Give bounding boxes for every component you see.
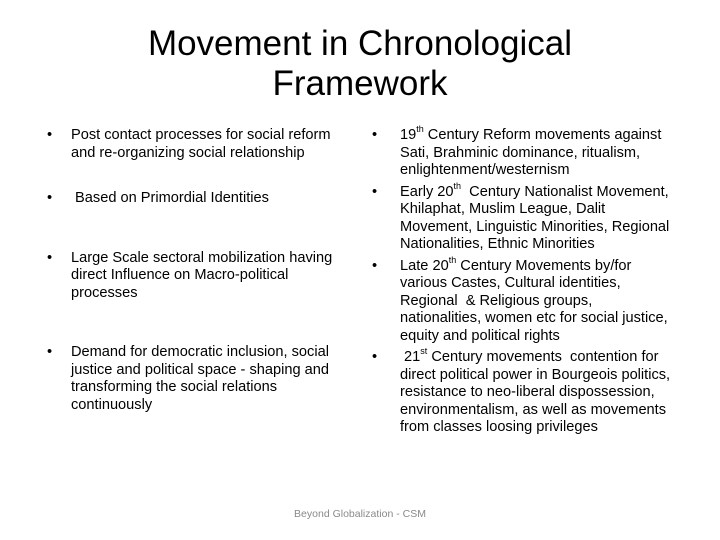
right-bullet-item	[372, 124, 677, 180]
ordinal-suffix: th	[453, 180, 462, 191]
left-bullet-list	[44, 127, 344, 414]
title-line-1: Movement in Chronological	[147, 24, 573, 63]
slide-footer: Beyond Globalization - CSM	[294, 508, 426, 520]
left-bullet-item: • Demand for democratic inclusion, social justice and political space - shaping and transforming the social relations continuously	[44, 344, 344, 414]
title-line-2: Framework	[272, 64, 448, 103]
bullet-text: Century Movements by/for various Castes, Cultural identities, Regional & Religious groups, nationalities, women etc for social justice, equity and political rights	[400, 257, 672, 344]
bullet-text: Early 20	[400, 183, 454, 200]
ordinal-suffix: th	[448, 254, 457, 265]
bullet-text: Century Reform movements against Sati, Brahminic dominance, ritualism, enlightenment/westernism	[400, 127, 662, 178]
right-bullet-item	[372, 254, 677, 346]
right-bullet-item	[372, 346, 677, 437]
ordinal-suffix: th	[416, 124, 424, 135]
left-bullet-item: • Post contact processes for social reform and re-organizing social relationship	[44, 127, 344, 162]
left-bullet-item: • Based on Primordial Identities	[44, 190, 344, 208]
ordinal-suffix: st	[420, 346, 428, 357]
bullet-text: Century movements contention for direct political power in Bourgeois politics, resistance to neo-liberal dispossession, environmentalism, as well as movements from classes loosing privileges	[400, 349, 675, 435]
right-bullet-item	[372, 180, 677, 254]
bullet-text: 19	[400, 127, 417, 143]
bullet-text: 21	[400, 349, 421, 365]
right-bullet-list	[372, 124, 677, 441]
bullet-text: Late 20	[400, 257, 449, 274]
left-bullet-item: • Large Scale sectoral mobilization having direct Influence on Macro-political processes	[44, 250, 344, 303]
bullet-text: Century Nationalist Movement, Khilaphat, Muslim League, Dalit Movement, Linguistic Minorities, Regional Nationalities, Ethnic Minorities	[400, 183, 677, 252]
slide-title	[60, 24, 660, 104]
